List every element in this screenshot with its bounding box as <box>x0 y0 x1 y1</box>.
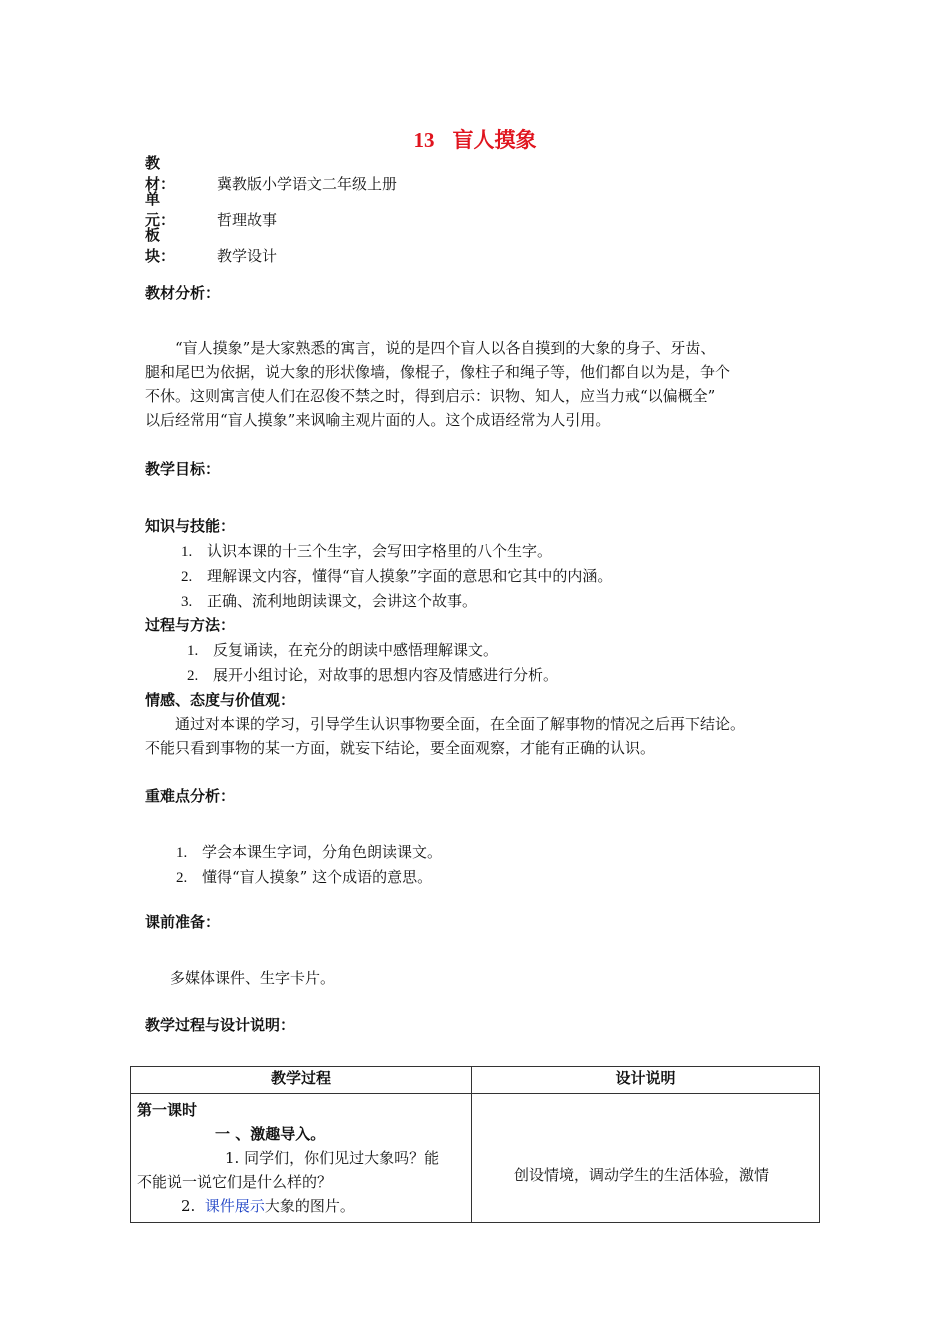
list-number: 3. <box>181 594 193 610</box>
step-number: 2. <box>181 1197 196 1215</box>
period-label: 第一课时 <box>137 1101 198 1119</box>
process-design-heading: 教学过程与设计说明： <box>145 1016 296 1034</box>
list-text: 学会本课生字词，分角色朗读课文。 <box>202 843 443 861</box>
goals-heading: 教学目标： <box>145 460 221 478</box>
list-text: 理解课文内容，懂得“盲人摸象”字面的意思和它其中的内涵。 <box>207 567 613 585</box>
step-text: 不能说一说它们是什么样的？ <box>137 1173 333 1191</box>
list-number: 2. <box>187 668 199 684</box>
table-row <box>131 1094 820 1223</box>
list-item <box>176 841 442 862</box>
list-item <box>181 565 612 586</box>
meta-value: 冀教版小学语文二年级上册 <box>217 175 398 193</box>
meta-value: 教学设计 <box>217 247 278 265</box>
list-item <box>181 590 477 611</box>
meta-key: 元： <box>145 211 176 229</box>
emotion-heading: 情感、态度与价值观： <box>145 691 296 709</box>
emotion-line: 不能只看到事物的某一方面，就妄下结论，要全面观察，才能有正确的认识。 <box>145 739 656 757</box>
table-header-process: 教学过程 <box>131 1067 472 1094</box>
meta-key: 单 <box>145 190 161 208</box>
keypoints-heading: 重难点分析： <box>145 787 236 805</box>
preparation-heading: 课前准备： <box>145 913 221 931</box>
table-header-row <box>131 1067 820 1094</box>
notes-cell <box>472 1094 820 1223</box>
list-text: 懂得“盲人摸象” 这个成语的意思。 <box>202 868 433 886</box>
analysis-line: 以后经常用“盲人摸象”来讽喻主观片面的人。这个成语经常为人引用。 <box>145 411 611 429</box>
courseware-link[interactable]: 课件展示 <box>204 1197 265 1215</box>
emotion-line: 通过对本课的学习，引导学生认识事物要全面，在全面了解事物的情况之后再下结论。 <box>175 715 746 733</box>
list-number: 1. <box>181 544 193 560</box>
list-text: 反复诵读，在充分的朗读中感悟理解课文。 <box>213 641 499 659</box>
lesson-title: 盲人摸象 <box>452 127 537 152</box>
analysis-paragraph <box>145 336 820 432</box>
meta-key: 教 <box>145 154 161 172</box>
analysis-line: 腿和尾巴为依据，说大象的形状像墙，像棍子，像柱子和绳子等，他们都自以为是，争个 <box>145 363 731 381</box>
process-cell <box>131 1094 472 1223</box>
list-number: 1. <box>187 643 199 659</box>
analysis-line: “盲人摸象”是大家熟悉的寓言，说的是四个盲人以各自摸到的大象的身子、牙齿、 <box>175 339 716 357</box>
list-item <box>181 540 552 561</box>
design-note: 创设情境，调动学生的生活体验，激情 <box>514 1166 770 1184</box>
list-number: 1. <box>176 845 188 861</box>
process-method-heading: 过程与方法： <box>145 616 236 634</box>
list-text: 展开小组讨论，对故事的思想内容及情感进行分析。 <box>213 666 559 684</box>
meta-value: 哲理故事 <box>217 211 278 229</box>
page-title <box>0 124 950 154</box>
list-text: 正确、流利地朗读课文，会讲这个故事。 <box>207 592 478 610</box>
meta-key: 块： <box>145 247 176 265</box>
analysis-heading: 教材分析： <box>145 284 221 302</box>
section-title: 一 、激趣导入。 <box>215 1125 326 1143</box>
emotion-paragraph <box>145 712 835 760</box>
meta-key: 板 <box>145 226 161 244</box>
meta-key: 材： <box>145 175 176 193</box>
lesson-number: 13 <box>413 128 435 152</box>
step-text: 1. 同学们，你们见过大象吗？能 <box>225 1149 440 1167</box>
list-item <box>176 866 432 887</box>
list-item <box>187 664 558 685</box>
table-header-notes: 设计说明 <box>472 1067 820 1094</box>
step-text: 大象的图片。 <box>264 1197 355 1215</box>
preparation-text: 多媒体课件、生字卡片。 <box>170 969 336 987</box>
knowledge-heading: 知识与技能： <box>145 517 236 535</box>
list-number: 2. <box>181 569 193 585</box>
analysis-line: 不休。这则寓言使人们在忍俊不禁之时，得到启示：识物、知人，应当力戒“以偏概全” <box>145 387 716 405</box>
lesson-table <box>130 1066 820 1223</box>
meta-row-block <box>145 224 277 266</box>
list-number: 2. <box>176 870 188 886</box>
list-text: 认识本课的十三个生字，会写田字格里的八个生字。 <box>207 542 553 560</box>
list-item <box>187 639 498 660</box>
